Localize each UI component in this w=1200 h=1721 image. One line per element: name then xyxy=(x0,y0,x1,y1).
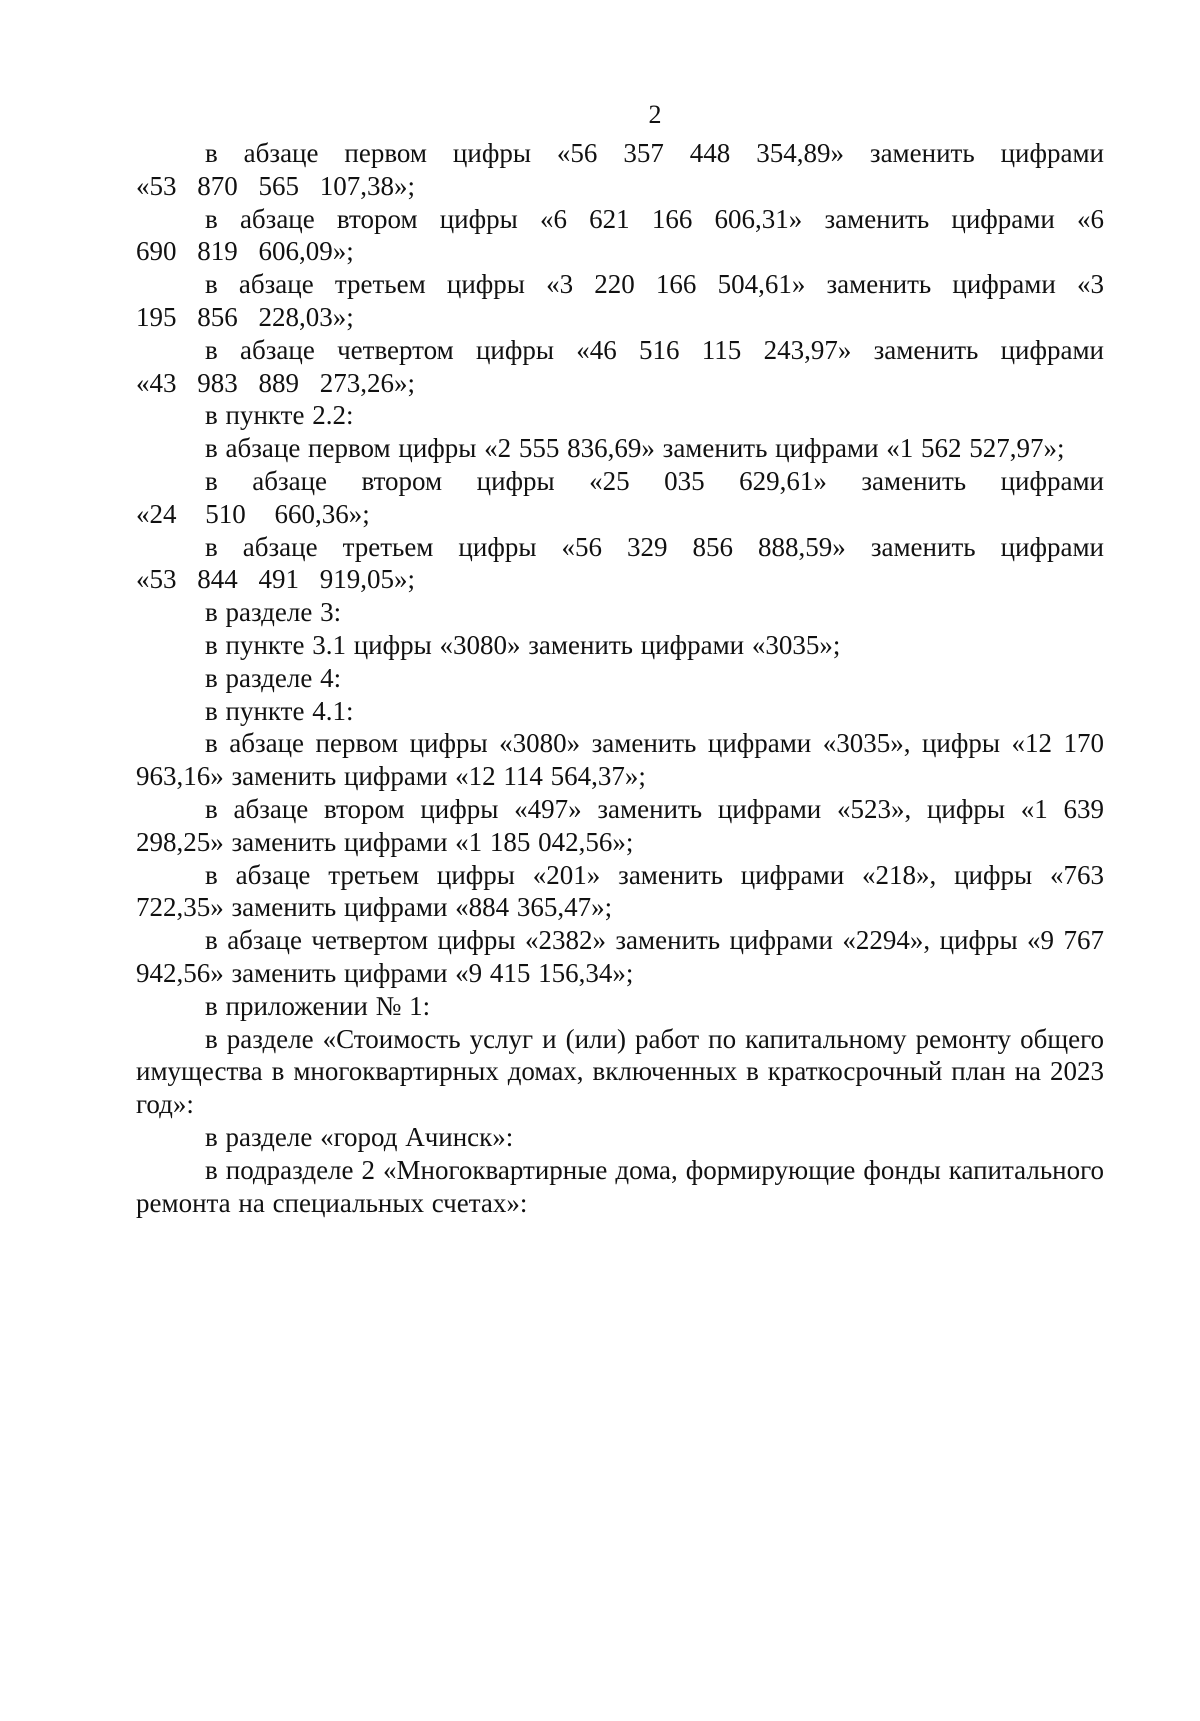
amendment-paragraph: в абзаце втором цифры «6 621 166 606,31» заменить цифрами «6 690 819 606,09»; xyxy=(136,203,1104,267)
amendment-paragraph: в абзаце третьем цифры «3 220 166 504,61» заменить цифрами «3 195 856 228,03»; xyxy=(136,269,1104,332)
amendment-paragraph: в разделе «Стоимость услуг и (или) работ по капитальному ремонту общего имущества в многоквартирных домах, включенных в краткосрочный план на 2023 год»: xyxy=(136,1023,1104,1120)
amendment-paragraph: в разделе «город Ачинск»: xyxy=(205,1121,514,1152)
amendment-paragraph: в подразделе 2 «Многоквартирные дома, формирующие фонды капитального ремонта на специальных счетах»: xyxy=(136,1154,1104,1218)
amendment-paragraph: в абзаце первом цифры «2 555 836,69» заменить цифрами «1 562 527,97»; xyxy=(205,433,1065,464)
amendment-paragraph: в приложении № 1: xyxy=(205,990,431,1021)
amendment-paragraph: в пункте 2.2: xyxy=(205,400,354,431)
amendment-paragraph: в разделе 4: xyxy=(205,662,342,693)
amendment-paragraph: в разделе 3: xyxy=(205,597,342,628)
amendment-paragraph: в абзаце втором цифры «25 035 629,61» заменить цифрами «24 510 660,36»; xyxy=(136,465,1104,529)
amendment-paragraph: в абзаце четвертом цифры «2382» заменить цифрами «2294», цифры «9 767 942,56» заменить цифрами «9 415 156,34»; xyxy=(136,925,1104,988)
amendment-paragraph: в пункте 4.1: xyxy=(205,695,354,726)
amendment-paragraph: в абзаце четвертом цифры «46 516 115 243,97» заменить цифрами «43 983 889 273,26»; xyxy=(136,334,1104,398)
amendment-paragraph: в абзаце первом цифры «3080» заменить цифрами «3035», цифры «12 170 963,16» заменить цифрами «12 114 564,37»; xyxy=(136,728,1104,792)
page-number: 2 xyxy=(648,100,662,129)
amendment-paragraph: в абзаце третьем цифры «56 329 856 888,59» заменить цифрами «53 844 491 919,05»; xyxy=(136,531,1104,595)
amendment-paragraph: в абзаце первом цифры «56 357 448 354,89» заменить цифрами «53 870 565 107,38»; xyxy=(136,138,1104,201)
amendment-paragraph: в абзаце втором цифры «497» заменить цифрами «523», цифры «1 639 298,25» заменить цифрами «1 185 042,56»; xyxy=(136,793,1104,857)
document-body xyxy=(136,137,1104,1219)
amendment-paragraph: в абзаце третьем цифры «201» заменить цифрами «218», цифры «763 722,35» заменить цифрами «884 365,47»; xyxy=(136,859,1104,923)
amendment-paragraph: в пункте 3.1 цифры «3080» заменить цифрами «3035»; xyxy=(205,629,841,660)
